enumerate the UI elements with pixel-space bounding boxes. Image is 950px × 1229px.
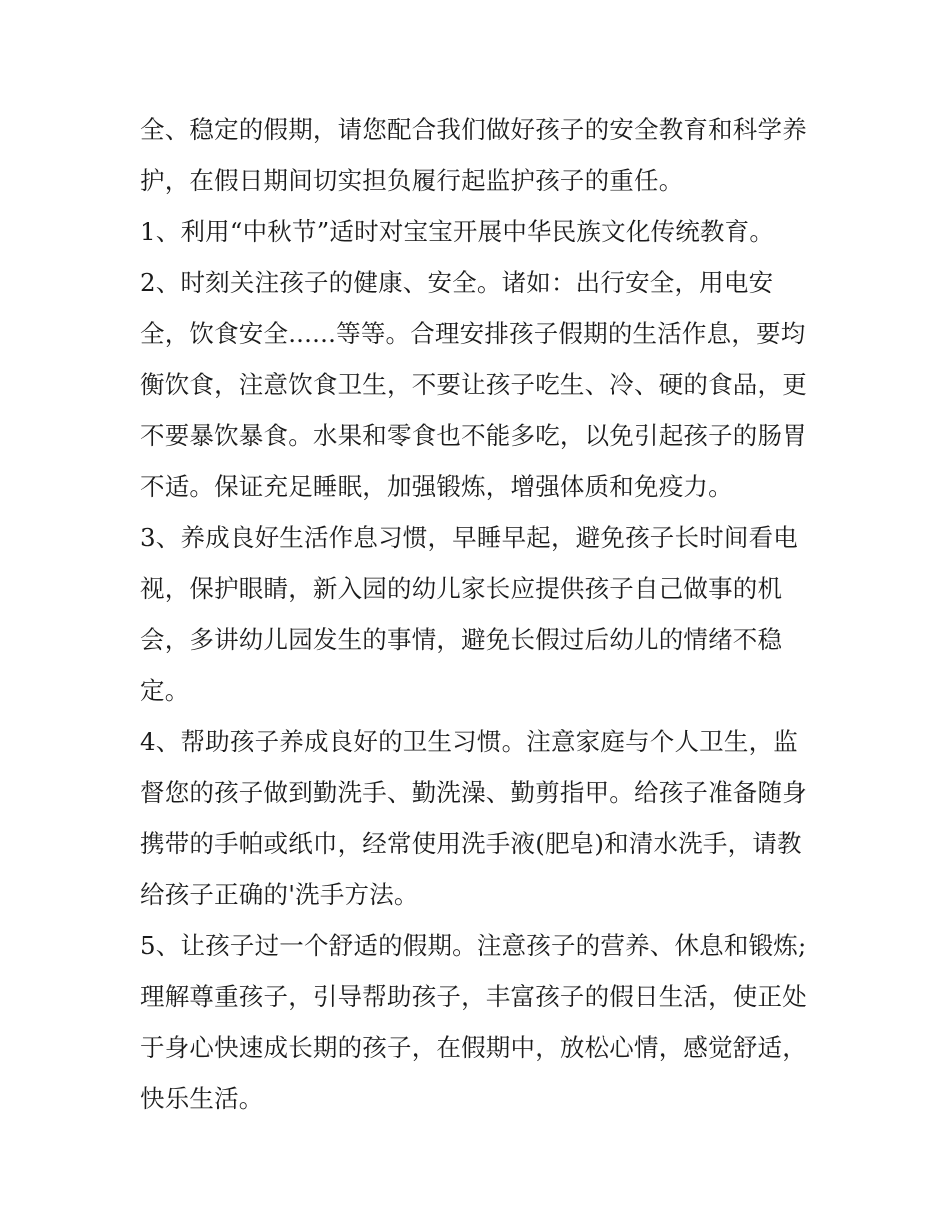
document-body — [140, 104, 820, 1124]
item-4-line-4: 给孩子正确的'洗手方法。 — [140, 880, 419, 909]
item-4-line-3: 携带的手帕或纸巾，经常使用洗手液(肥皂)和清水洗手，请教 — [140, 829, 802, 858]
item-3-line-1: 3、养成良好生活作息习惯，早睡早起，避免孩子长时间看电 — [140, 523, 798, 552]
item-2-line-4: 不要暴饮暴食。水果和零食也不能多吃，以免引起孩子的肠胃 — [140, 421, 807, 450]
item-5-line-3: 于身心快速成长期的孩子，在假期中，放松心情，感觉舒适， — [140, 1033, 807, 1062]
item-5-line-2: 理解尊重孩子，引导帮助孩子，丰富孩子的假日生活，使正处 — [140, 982, 807, 1011]
item-3-line-3: 会，多讲幼儿园发生的事情，避免长假过后幼儿的情绪不稳 — [140, 625, 783, 654]
item-5-line-1: 5、让孩子过一个舒适的假期。注意孩子的营养、休息和锻炼; — [140, 931, 807, 960]
item-5-line-4: 快乐生活。 — [140, 1084, 264, 1113]
item-4-line-1: 4、帮助孩子养成良好的卫生习惯。注意家庭与个人卫生，监 — [140, 727, 798, 756]
item-2-line-5: 不适。保证充足睡眠，加强锻炼，增强体质和免疫力。 — [140, 472, 733, 501]
item-1-line-1: 1、利用“中秋节”适时对宝宝开展中华民族文化传统教育。 — [140, 217, 775, 246]
item-2-line-1: 2、时刻关注孩子的健康、安全。诸如：出行安全，用电安 — [140, 268, 774, 297]
item-2-line-3: 衡饮食，注意饮食卫生，不要让孩子吃生、冷、硬的食品，更 — [140, 370, 807, 399]
item-3-line-4: 定。 — [140, 676, 190, 705]
item-4-line-2: 督您的孩子做到勤洗手、勤洗澡、勤剪指甲。给孩子准备随身 — [140, 778, 807, 807]
paragraph-intro-line-2: 护，在假日期间切实担负履行起监护孩子的重任。 — [140, 166, 684, 195]
item-2-line-2: 全，饮食安全......等等。合理安排孩子假期的生活作息，要均 — [140, 319, 806, 348]
item-3-line-2: 视，保护眼睛，新入园的幼儿家长应提供孩子自己做事的机 — [140, 574, 783, 603]
paragraph-intro-line-1: 全、稳定的假期，请您配合我们做好孩子的安全教育和科学养 — [140, 115, 807, 144]
